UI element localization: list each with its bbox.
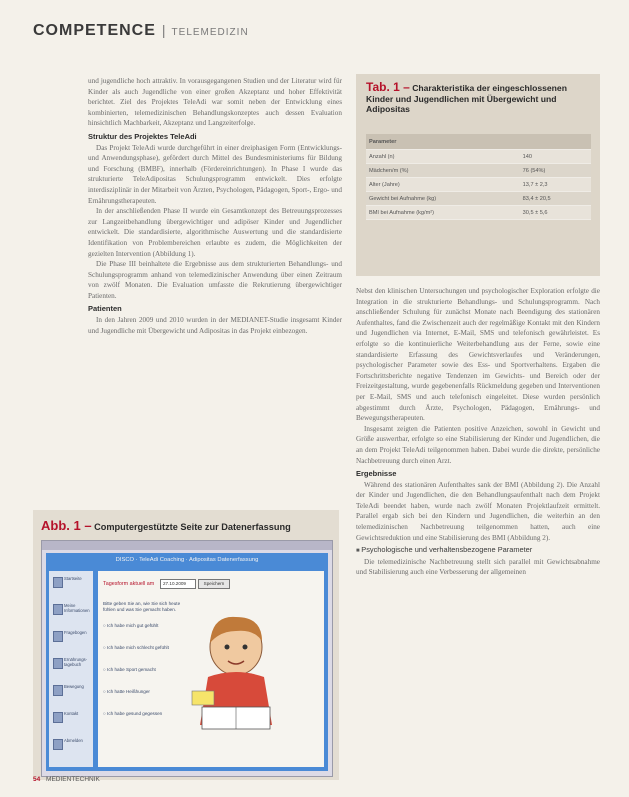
bullet-item: ■ Psychologische und verhaltensbezogene Parameter	[356, 545, 600, 557]
nav-label: Meine Informationen	[64, 603, 90, 613]
nav-icon	[53, 604, 63, 615]
figure-title	[41, 518, 291, 533]
bullet-list	[356, 545, 600, 557]
table-1-box	[356, 74, 600, 276]
nav-item[interactable]	[52, 737, 90, 759]
table-row	[366, 164, 591, 178]
nav-label: Startseite	[64, 576, 82, 581]
table-cell: Mädchen/m (%)	[366, 164, 520, 178]
nav-label: Kontakt	[64, 711, 79, 716]
nav-label: Abmelden	[64, 738, 83, 743]
characteristics-table	[366, 134, 591, 220]
answer-option[interactable]: ○ Ich habe gesund gegessen	[103, 711, 163, 716]
nav-label: Bewegung	[64, 684, 84, 689]
table-title	[356, 74, 600, 119]
subheading: Patienten	[88, 304, 122, 314]
section-title: TELEMEDIZIN	[171, 27, 249, 38]
magazine-brand: COMPETENCE	[33, 22, 156, 39]
table-cell: 140	[520, 150, 591, 164]
nav-label: Ernährungs-tagebuch	[64, 657, 88, 667]
table-header-cell: Parameter	[366, 134, 520, 150]
page-header	[33, 22, 249, 42]
table-caption: Charakteristika der eingeschlossenen Kinder und Jugendlichen mit Übergewicht und Adipositas	[366, 83, 567, 114]
table-cell: Anzahl (n)	[366, 150, 520, 164]
table-row	[366, 150, 591, 164]
answer-option[interactable]: ○ Ich habe mich gut gefühlt	[103, 623, 159, 628]
nav-icon	[53, 658, 63, 669]
table-cell: 30,5 ± 5,6	[520, 206, 591, 220]
subheading: Ergebnisse	[356, 469, 397, 479]
answer-option[interactable]: ○ Ich habe Sport gemacht	[103, 667, 156, 672]
left-text-column	[88, 76, 342, 506]
table-cell: BMI bei Aufnahme (kg/m²)	[366, 206, 520, 220]
nav-icon	[53, 631, 63, 642]
subheading: Struktur des Projektes TeleAdi	[88, 131, 197, 141]
paragraph: und jugendliche hoch attraktiv. In vorausgegangenen Studien und der Literatur wird für Kinder als auch Jugendliche von einer großen Akzeptanz und hoher Effektivität berichtet. Ziel des Projektes TeleAdi war somit neben der Entwicklung eines kombinierten, telemedizinischen Behandlungskonzeptes auch dessen Evaluation hinsichtlich Machbarkeit, Akzeptanz und Langzeiterfolge.	[88, 77, 342, 128]
paragraph: Die Phase III beinhaltete die Ergebnisse aus dem strukturierten Behandlungs- und Schulungsprogramm anhand von telemedizinischer Anwendung über einen Zeitraum von zwölf Monaten. Die Evaluation umfasste die Rekrutierung übergewichtiger Patienten.	[88, 260, 342, 300]
app-main-panel	[98, 571, 324, 767]
screenshot-frame	[41, 540, 333, 777]
page-footer	[33, 776, 100, 783]
nav-icon	[53, 577, 63, 588]
table-cell: Alter (Jahre)	[366, 178, 520, 192]
nav-label: Fragebogen	[64, 630, 87, 635]
nav-item[interactable]	[52, 629, 90, 651]
table-row	[366, 206, 591, 220]
child-illustration	[188, 607, 284, 737]
question-intro: Bitte geben Sie an, wie Sie sich heute fühlen und was Sie gemacht haben.	[103, 601, 181, 612]
paragraph: Insgesamt zeigten die Patienten positive Anzeichen, sowohl in Gewicht und Größe auswertbar, erfolgte so eine Stabilisierung der Kinder und Jugendlichen, die an dem Projekt TeleAdi teilgenommen haben. Dabei wurde die direkte, persönliche Nachbetreuung durch einen Arzt.	[356, 424, 600, 465]
table-cell: 76 (54%)	[520, 164, 591, 178]
paragraph: Während des stationären Aufenthaltes sank der BMI (Abbildung 2). Die Anzahl der Kinder und Jugendlichen, die den Behandlungsaufenthalt nach dem Projekt TeleAdi beendet haben, wurde nach zwölf Monaten Projektlaufzeit ermittelt. Parallel ergab sich bei den Kindern und Jugendlichen, die weiterhin an den telemedizinischen Nachbetreuung teilgenommen hatten, auch eine Gewichtsreduktion und eine Stabilisierung des BMI (Abbildung 2).	[356, 480, 600, 542]
nav-icon	[53, 685, 63, 696]
paragraph: Die telemedizinische Nachbetreuung stellt sich parallel mit Gewichtsabnahme und Stabilisierung auch eine Verbesserung der allgemeinen	[356, 557, 600, 577]
form-question-label: Tagesform aktuell am	[103, 581, 155, 587]
app-header: DISCO · TeleAdi Coaching · Adipositas Datenerfassung	[46, 553, 328, 567]
answer-option[interactable]: ○ Ich habe mich schlecht gefühlt	[103, 645, 169, 650]
table-cell: 13,7 ± 2,3	[520, 178, 591, 192]
table-cell: 83,4 ± 20,5	[520, 192, 591, 206]
paragraph: Nebst den klinischen Untersuchungen und psychologischer Exploration erfolgte die Integration in die strukturierte Behandlungs- und Schulungsprogramm. Nach anschließender Schulung für zunächst Monate nach Beendigung des stationären Aufenthaltes, fand die Zwischenzeit auch der regelmäßige Kontakt mit den Kindern und Jugendlichen via Internet, E-Mail, SMS und telefonisch gewährleistet. Es erfolgte so die kontinuierliche Weiterbehandlung aus der Ferne, sowie eine standardisierte Erfassung des Gewichtsverlaufes und Veränderungen, psychologischer Parameter sowie des Ess- und Sportverhaltens. Ergaben die Fortschrittsberichte negative Tendenzen im Gewichts- und Bereich oder der Freizeitgestaltung, wurde gegebenenfalls Rückmeldung gegeben und Interventionen per E-Mail, SMS und auch telefonisch eingeleitet. Diese wurden persönlich abgestimmt durch Ärzte, Psychologen, Pädagogen, Ernährungs- und Bewegungstherapeuten.	[356, 287, 600, 423]
table-cell: Gewicht bei Aufnahme (kg)	[366, 192, 520, 206]
nav-item[interactable]	[52, 656, 90, 678]
table-header-row	[366, 134, 591, 150]
table-row	[366, 178, 591, 192]
page-number: 54	[33, 776, 41, 783]
header-separator: |	[161, 22, 166, 38]
nav-item[interactable]	[52, 575, 90, 597]
app-sidebar	[49, 571, 93, 767]
nav-icon	[53, 712, 63, 723]
figure-caption: Computergestützte Seite zur Datenerfassung	[94, 522, 291, 532]
right-text-column	[356, 286, 600, 766]
paragraph: Das Projekt TeleAdi wurde durchgeführt in einer dreiphasigen Form (Entwicklungs- und Anwendungsphase), gefördert durch Mittel des Bundesministeriums für Bildung und Forschung (BMBF), innerhalb (Fördereinrichtungen). In Phase I wurde das strukturierte TeleAdipositas Schulungsprogramm entwickelt. Dies erfolgte interdisziplinär in der Mitarbeit von Ärzten, Psychologen, Pädagogen, Sport-, Ergo- und Ernährungstherapeuten.	[88, 143, 342, 205]
table-header-cell	[520, 134, 591, 150]
paragraph: In den Jahren 2009 und 2010 wurden in der MEDIANET-Studie insgesamt Kinder und Jugendliche mit Übergewicht und Adipositas in das Projekt einbezogen.	[88, 316, 342, 335]
magazine-name: MEDIENTECHNIK	[46, 776, 100, 783]
figure-label: Abb. 1 –	[41, 518, 92, 533]
save-button[interactable]: Speichern	[198, 579, 230, 589]
browser-toolbar	[42, 541, 332, 550]
table-row	[366, 192, 591, 206]
paragraph: In der anschließenden Phase II wurde ein Gesamtkonzept des Betreuungsprozesses zur Langzeitbehandlung übergewichtiger und adipöser Kinder und Jugendlicher entwickelt. Die standardisierte, algorithmische Auswertung und die standardisierte Identifikation von Problembereichen erlaubte es zudem, die Möglichkeiten der gezielten Intervention (Abbildung 1).	[88, 207, 342, 258]
nav-item[interactable]	[52, 683, 90, 705]
answer-option[interactable]: ○ Ich hatte Heißhunger	[103, 689, 150, 694]
nav-icon	[53, 739, 63, 750]
table-label: Tab. 1 –	[366, 80, 410, 94]
app-window	[46, 553, 328, 771]
nav-item[interactable]	[52, 710, 90, 732]
date-field[interactable]: 27.10.2009	[160, 579, 196, 589]
nav-item[interactable]	[52, 602, 90, 624]
figure-1-box	[33, 510, 339, 780]
